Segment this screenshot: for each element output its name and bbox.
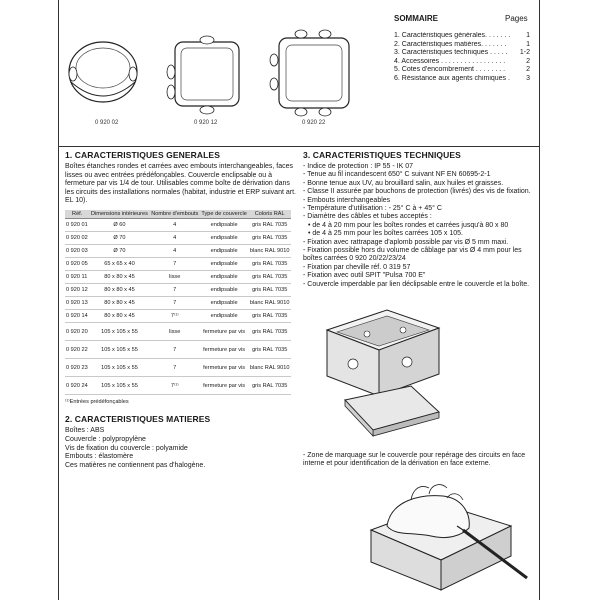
table-cell-color: blanc RAL 9010	[248, 245, 291, 258]
table-cell-ref: 0 920 12	[65, 284, 89, 297]
table-cell-n: 4	[150, 245, 200, 258]
table-cell-ref: 0 920 20	[65, 323, 89, 341]
table-cell-n: lisse	[150, 323, 200, 341]
technical-list	[303, 163, 535, 289]
table-cell-type: endipsable	[200, 297, 249, 310]
pages-label: Pages	[505, 14, 528, 23]
table-row	[65, 323, 291, 341]
table-cell-ref: 0 920 05	[65, 258, 89, 271]
table-cell-ref: 0 920 03	[65, 245, 89, 258]
section-title-general: 1. CARACTERISTIQUES GENERALES	[65, 150, 220, 160]
table-cell-n: 4	[150, 219, 200, 232]
table-cell-ref: 0 920 13	[65, 297, 89, 310]
table-cell-color: gris RAL 7035	[248, 377, 291, 395]
specifications-table	[65, 210, 291, 395]
table-header-cell: Coloris RAL	[248, 210, 291, 219]
table-cell-type: endipsable	[200, 258, 249, 271]
table-row	[65, 310, 291, 323]
table-cell-ref: 0 920 11	[65, 271, 89, 284]
toc-item-label: 3. Caractéristiques techniques . . . . .	[394, 49, 508, 56]
table-header-cell: Réf.	[65, 210, 89, 219]
square-box-large-figure	[265, 26, 359, 118]
table-header-row	[65, 210, 291, 219]
toc-item-page: 1	[526, 32, 530, 39]
technical-item: - Tenue au fil incandescent 650° C suivant NF EN 60695-2-1	[303, 171, 491, 179]
technical-item: - Classe II assurée par bouchons de protection (livrés) des vis de fixation.	[303, 188, 531, 196]
technical-item: - Couvercle imperdable par lien déclipsable entre le couvercle et la boîte.	[303, 280, 530, 288]
toc-item-page: 2	[526, 66, 530, 73]
table-header-cell: Type de couvercle	[201, 210, 247, 217]
table-cell-color: gris RAL 7035	[248, 232, 291, 245]
toc-item-page: 2	[526, 57, 530, 65]
table-cell-ref: 0 920 24	[65, 377, 89, 395]
table-cell-type: fermeture par vis	[200, 341, 249, 359]
table-footnote: ⁽¹⁾Entrées prédéfonçables	[65, 399, 129, 406]
table-header-cell: Dimensions intérieures	[91, 210, 148, 217]
figure-label-square-large: 0 920 22	[302, 120, 326, 126]
table-row	[65, 245, 291, 258]
table-cell-color: gris RAL 7035	[248, 341, 291, 359]
toc-item-label: 4. Accessoires . . . . . . . . . . . . . . . . .	[394, 57, 506, 65]
toc-item	[394, 32, 530, 41]
figure-label-square-small: 0 920 12	[194, 120, 218, 126]
materials-section	[65, 414, 299, 470]
toc-item	[394, 49, 530, 58]
table-cell-dim: 65 x 65 x 40	[89, 258, 149, 271]
toc-item-label: 6. Résistance aux agents chimiques .	[394, 74, 510, 82]
table-cell-n: 7	[150, 341, 200, 359]
table-of-contents	[394, 32, 530, 83]
table-row	[65, 297, 291, 310]
table-cell-n: lisse	[150, 271, 200, 284]
table-cell-type: fermeture par vis	[200, 359, 249, 377]
right-column	[303, 150, 535, 289]
technical-item: - Diamètre des câbles et tubes acceptés :	[303, 213, 432, 221]
table-cell-ref: 0 920 01	[65, 219, 89, 232]
table-cell-n: 7⁽¹⁾	[150, 377, 200, 395]
table-cell-color: gris RAL 7035	[248, 310, 291, 323]
toc-item	[394, 66, 530, 75]
section-title-materials: 2. CARACTERISTIQUES MATIERES	[65, 414, 211, 425]
table-cell-n: 7	[150, 258, 200, 271]
technical-item: • de 4 à 25 mm pour les boîtes carrées 105 x 105.	[308, 230, 463, 238]
document-page	[58, 0, 540, 600]
round-box-figure	[63, 34, 141, 114]
left-column	[65, 150, 299, 470]
technical-item: - Fixation avec outil SPIT "Pulsa 700 E"	[303, 272, 426, 280]
table-cell-ref: 0 920 23	[65, 359, 89, 377]
table-cell-dim: 105 x 105 x 55	[89, 341, 149, 359]
toc-item-label: 1. Caractéristiques générales. . . . . . .	[394, 32, 511, 39]
sommaire-title: SOMMAIRE	[394, 14, 438, 23]
table-cell-type: endipsable	[200, 245, 249, 258]
table-cell-dim: 80 x 80 x 45	[89, 310, 149, 323]
technical-item: - Fixation avec rattrapage d'aplomb possible par vis Ø 5 mm maxi.	[303, 238, 509, 246]
table-row	[65, 271, 291, 284]
product-figures-band	[59, 0, 539, 146]
materials-line: Couvercle : polypropylène	[65, 435, 146, 443]
table-cell-type: endipsable	[200, 284, 249, 297]
table-cell-n: 7	[150, 297, 200, 310]
materials-line: Vis de fixation du couvercle : polyamide	[65, 444, 188, 452]
table-cell-color: gris RAL 7035	[248, 284, 291, 297]
table-cell-n: 7	[150, 359, 200, 377]
table-row	[65, 258, 291, 271]
table-cell-type: endipsable	[200, 271, 249, 284]
table-cell-type: fermeture par vis	[200, 323, 249, 341]
table-cell-type: endipsable	[200, 232, 249, 245]
technical-item: - Fixation par cheville réf. 0 319 57	[303, 263, 411, 271]
toc-item	[394, 75, 530, 84]
materials-line: Boîtes : ABS	[65, 427, 105, 435]
materials-line: Embouts : élastomère	[65, 453, 134, 461]
table-cell-type: fermeture par vis	[200, 377, 249, 395]
table-cell-type: endipsable	[200, 310, 249, 323]
toc-item-label: 5. Cotes d'encombrement . . . . . . . .	[394, 66, 506, 73]
table-cell-type: endipsable	[200, 219, 249, 232]
technical-item: • de 4 à 20 mm pour les boîtes rondes et carrées jusqu'à 80 x 80	[308, 221, 509, 229]
technical-item: - Température d'utilisation : - 25° C à + 45° C	[303, 205, 442, 213]
table-row	[65, 219, 291, 232]
figure-label-round: 0 920 02	[95, 120, 119, 126]
table-header-cell: Nombre d'embouts	[151, 210, 199, 217]
table-cell-dim: 80 x 80 x 45	[89, 297, 149, 310]
table-cell-n: 4	[150, 232, 200, 245]
table-cell-dim: Ø 70	[89, 232, 149, 245]
toc-item-page: 1-2	[519, 49, 530, 56]
materials-line: Ces matières ne contiennent pas d'halogène.	[65, 461, 206, 469]
marking-hand-illustration	[351, 470, 531, 600]
section-divider	[59, 146, 539, 147]
technical-item: - Indice de protection : IP 55 - IK 07	[303, 163, 413, 170]
technical-item: - Fixation possible hors du volume de câblage par vis Ø 4 mm pour les boîtes carrées 0 920 20/22/23/24	[303, 247, 522, 263]
table-cell-dim: 105 x 105 x 55	[89, 359, 149, 377]
table-cell-color: blanc RAL 9010	[248, 359, 291, 377]
toc-item-page: 1	[526, 40, 530, 48]
materials-list	[65, 427, 299, 470]
table-cell-dim: 105 x 105 x 55	[89, 323, 149, 341]
square-box-figure	[161, 32, 247, 116]
table-cell-dim: Ø 70	[89, 245, 149, 258]
table-cell-color: gris RAL 7035	[248, 323, 291, 341]
technical-item: - Bonne tenue aux UV, au brouillard salin, aux huiles et graisses.	[303, 179, 504, 187]
table-row	[65, 341, 291, 359]
open-box-illustration	[307, 300, 467, 448]
table-cell-dim: 80 x 80 x 45	[89, 271, 149, 284]
table-cell-n: 7	[150, 284, 200, 297]
toc-item-label: 2. Caractéristiques matières. . . . . . .	[394, 40, 507, 48]
table-cell-color: gris RAL 7035	[248, 258, 291, 271]
marking-zone-text: - Zone de marquage sur le couvercle pour repérage des circuits en face interne et pour identification de la dérivation en face externe.	[303, 452, 526, 468]
table-row	[65, 232, 291, 245]
general-paragraph: Boîtes étanches rondes et carrées avec embouts interchangeables, faces lisses ou avec entrées prédéfonçables. Couvercle enclipsable ou à fermeture par vis 1/4 de tour. Utilisables comme boîte de dérivation dans les circuits des installations normales (habitat, industrie et ERP suivant art. EL 10).	[65, 163, 296, 205]
toc-item	[394, 41, 530, 50]
table-cell-color: blanc RAL 9010	[248, 297, 291, 310]
toc-item	[394, 58, 530, 67]
table-row	[65, 377, 291, 395]
table-cell-n: 7⁽¹⁾	[150, 310, 200, 323]
table-cell-ref: 0 920 14	[65, 310, 89, 323]
table-cell-ref: 0 920 22	[65, 341, 89, 359]
technical-item: - Embouts interchangeables	[303, 196, 391, 204]
section-title-technical: 3. CARACTERISTIQUES TECHNIQUES	[303, 150, 461, 160]
table-row	[65, 284, 291, 297]
table-row	[65, 359, 291, 377]
table-cell-color: gris RAL 7035	[248, 271, 291, 284]
table-cell-color: gris RAL 7035	[248, 219, 291, 232]
table-cell-ref: 0 920 02	[65, 232, 89, 245]
table-cell-dim: Ø 60	[89, 219, 149, 232]
toc-item-page: 3	[526, 74, 530, 82]
table-cell-dim: 80 x 80 x 45	[89, 284, 149, 297]
table-cell-dim: 105 x 105 x 55	[89, 377, 149, 395]
